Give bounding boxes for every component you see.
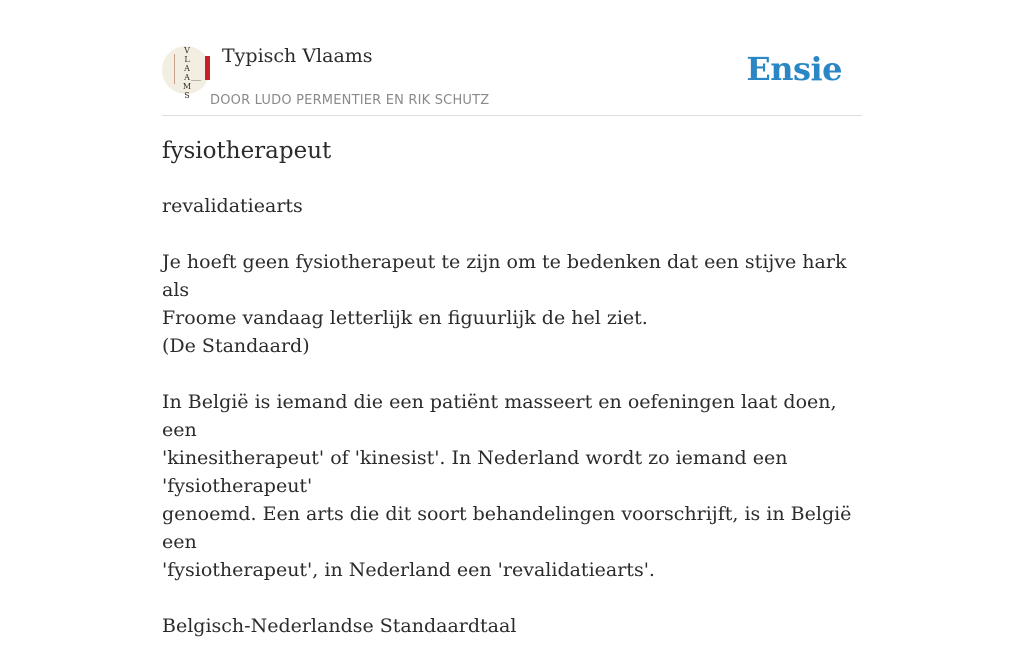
explanation-line: In België is iemand die een patiënt masseert en oefeningen laat doen, een	[162, 391, 837, 441]
entry-content	[162, 192, 862, 668]
blog-header	[162, 0, 862, 116]
example-line: Froome vandaag letterlijk en figuurlijk de hel ziet.	[162, 307, 648, 329]
page-container	[162, 0, 862, 637]
explanation-line: genoemd. Een arts die dit soort behandelingen voorschrijft, is in België een	[162, 503, 852, 553]
avatar-red-stripe	[205, 56, 210, 80]
ensie-logo-link[interactable]: Ensie	[746, 50, 842, 88]
blog-avatar[interactable]	[162, 46, 210, 100]
explanation-line: 'kinesitherapeut' of 'kinesist'. In Nederland wordt zo iemand een 'fysiotherapeut'	[162, 447, 788, 497]
avatar-decoration	[174, 54, 175, 84]
avatar-decoration	[191, 80, 201, 81]
entry-explanation	[162, 388, 862, 584]
avatar-logo-text: V L A A M S	[182, 46, 192, 100]
entry-word: fysiotherapeut	[162, 138, 332, 164]
example-source: (De Standaard)	[162, 335, 310, 357]
blog-byline: DOOR LUDO PERMENTIER EN RIK SCHUTZ	[210, 93, 490, 108]
blog-title[interactable]: Typisch Vlaams	[222, 45, 373, 67]
example-line: Je hoeft geen fysiotherapeut te zijn om te bedenken dat een stijve hark als	[162, 251, 847, 301]
entry-category: Belgisch-Nederlandse Standaardtaal	[162, 615, 517, 637]
explanation-line: 'fysiotherapeut', in Nederland een 'revalidatiearts'.	[162, 559, 655, 581]
entry-example	[162, 248, 862, 360]
entry-definition: revalidatiearts	[162, 195, 303, 217]
